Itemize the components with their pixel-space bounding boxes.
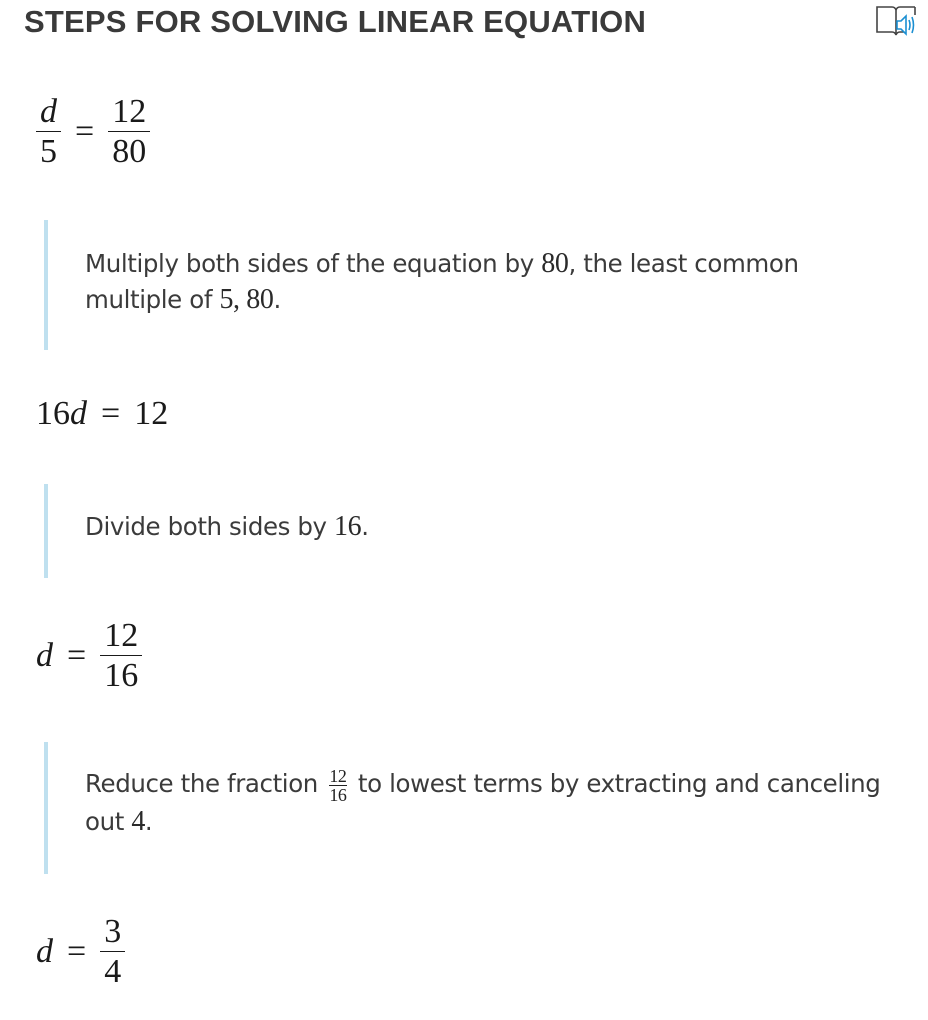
- equation-3: [36, 616, 142, 695]
- text: .: [273, 285, 281, 314]
- variable: d: [36, 636, 53, 674]
- text: Multiply both sides of the equation by: [85, 249, 542, 278]
- numerator: 3: [104, 913, 122, 950]
- step-text: [85, 246, 894, 318]
- step-explanation-1: [44, 220, 894, 350]
- text: .: [144, 806, 153, 836]
- numerator: 12: [104, 617, 139, 654]
- fraction-lhs: [36, 92, 61, 171]
- number: 80: [541, 248, 569, 279]
- denominator: 16: [329, 784, 347, 805]
- coefficient: 16: [36, 395, 70, 432]
- equals-sign: =: [75, 112, 95, 150]
- numerator: d: [40, 93, 57, 130]
- text: .: [361, 512, 369, 541]
- fraction-rhs: [100, 912, 125, 991]
- fraction-rhs: [108, 92, 150, 171]
- variable: d: [36, 932, 53, 970]
- step-text: [85, 509, 894, 545]
- inline-fraction: [329, 767, 346, 804]
- equation-2: [36, 392, 168, 436]
- numerator: 12: [329, 765, 347, 786]
- text: to lowest terms by extracting and canceling out: [85, 769, 881, 836]
- text: Reduce the fraction: [85, 769, 326, 798]
- denominator: 80: [108, 131, 150, 171]
- number: 4: [131, 805, 145, 837]
- variable: d: [70, 395, 87, 432]
- text: , the least common multiple of: [85, 249, 799, 314]
- text: Divide both sides by: [85, 512, 335, 541]
- step-explanation-2: [44, 484, 894, 578]
- step-explanation-3: [44, 742, 894, 874]
- rhs-value: 12: [134, 395, 169, 432]
- fraction-rhs: [100, 616, 142, 695]
- equals-sign: =: [67, 636, 87, 674]
- number: 5, 80: [219, 284, 274, 315]
- immersive-reader-icon: [874, 2, 918, 40]
- equals-sign: =: [101, 395, 121, 432]
- equation-1: [36, 92, 150, 171]
- equation-4: [36, 912, 125, 991]
- denominator: 5: [36, 131, 61, 171]
- denominator: 16: [100, 655, 142, 695]
- denominator: 4: [100, 951, 125, 991]
- equals-sign: =: [67, 932, 87, 970]
- immersive-reader-button[interactable]: [874, 2, 918, 40]
- page-title: STEPS FOR SOLVING LINEAR EQUATION: [24, 4, 647, 39]
- numerator: 12: [112, 93, 147, 130]
- step-text: [85, 766, 894, 840]
- number: 16: [334, 511, 362, 542]
